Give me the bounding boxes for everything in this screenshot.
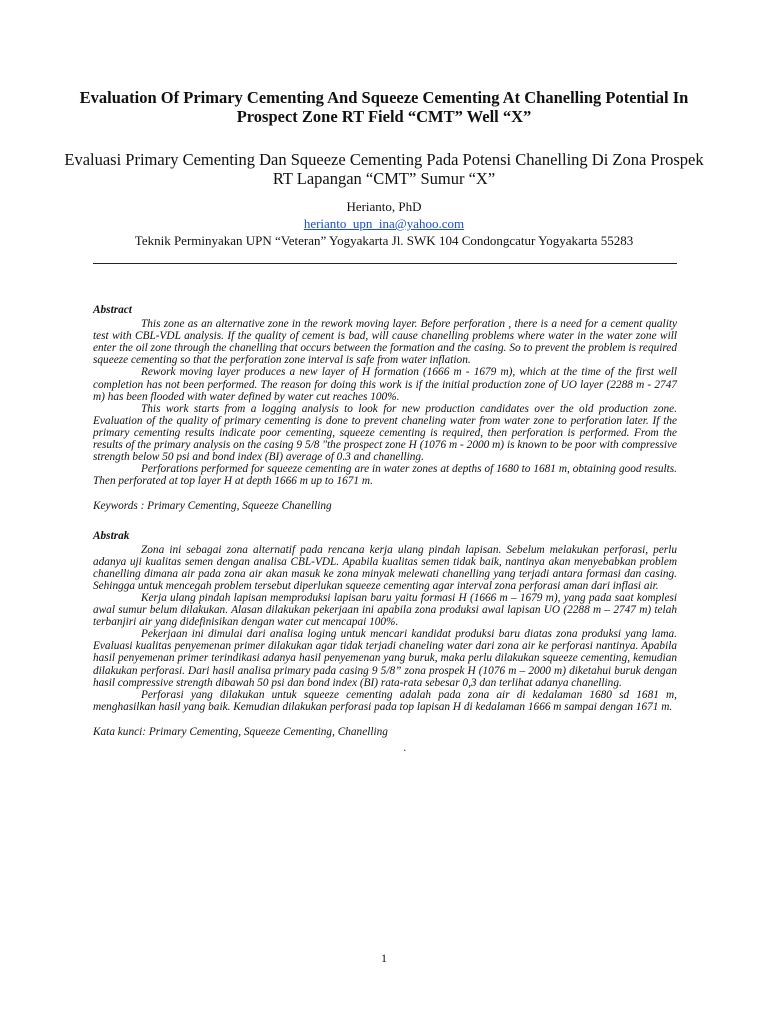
author-affiliation: Teknik Perminyakan UPN “Veteran” Yogyakarta Jl. SWK 104 Condongcatur Yogyakarta 55283 xyxy=(134,233,634,248)
abstract-paragraph: Perforations performed for squeeze cementing are in water zones at depths of 1680 to 1681 m, obtaining good results. Then perforated at top layer H at depth 1666 m up to 1671 m. xyxy=(93,463,677,488)
abstrak-paragraph: Perforasi yang dilakukan untuk squeeze cementing adalah pada zona air di kedalaman 1680 sd 1681 m, menghasilkan hasil yang baik. Kemudian dilakukan perforasi pada top lapisan H di kedalaman 1666 m sampai dengan 1671 m. xyxy=(93,688,677,713)
paper-title-indonesian: Evaluasi Primary Cementing Dan Squeeze Cementing Pada Potensi Chanelling Di Zona Prospek RT Lapangan “CMT” Sumur “X” xyxy=(64,150,704,188)
abstrak-paragraph: Pekerjaan ini dimulai dari analisa loging untuk mencari kandidat produksi baru diatas zona produksi yang lama. Evaluasi kualitas penyemenan primer dilakukan agar tidak terjadi chaneling water dari zona air ke perforasi nantinya. Apabila hasil penyemenan primer terindikasi adanya hasil penyemenan yang buruk, maka perlu dilakukan squeeze cementing, kemudian dilakukan perforasi. Dari hasil analisa primary pada casing 9 5/8” zona prospek H (1076 m – 2000 m) diketahui buruk dengan hasil compressive strength dibawah 50 psi dan bond index (BI) rata-rata sebesar 0,3 dan terlihat adanya chanelling. xyxy=(93,628,677,689)
page-number: 1 xyxy=(381,951,387,965)
trailing-mark: . xyxy=(403,742,407,754)
abstract-heading: Abstract xyxy=(93,304,132,316)
abstract-paragraph: This zone as an alternative zone in the rework moving layer. Before perforation , there is a need for a cement quality test with CBL-VDL analysis. If the quality of cement is bad, will cause chanelling problems where water in the water zone will enter the oil zone through the chanelling that occurs between the formation and the casing. So to prevent the problem is required squeeze cementing so that the perforation zone interval is safe from water inflation. xyxy=(93,318,677,367)
header-divider xyxy=(93,263,677,264)
abstrak-paragraph: Zona ini sebagai zona alternatif pada rencana kerja ulang pindah lapisan. Sebelum melakukan perforasi, perlu adanya uji kualitas semen dengan analisa CBL-VDL. Apabila kualitas semen tidak baik, nantinya akan menyebabkan problem chanelling dimana air pada zona air akan masuk ke zona minyak melewati chanelling yang terjadi antara formasi dan casing. Sehingga untuk mencegah problem tersebut diperlukan squeeze cementing agar interval zona perforasi aman dari inflasi air. xyxy=(93,543,677,592)
author-block xyxy=(60,198,708,249)
abstract-body xyxy=(93,304,677,754)
abstract-paragraph: Rework moving layer produces a new layer of H formation (1666 m - 1679 m), which at the time of the first well completion has not been performed. The reason for doing this work is if the initial production zone of UO layer (2288 m - 2747 m) has been flooded with water defined by water cut reaches 100%. xyxy=(93,366,677,403)
paper-title-english: Evaluation Of Primary Cementing And Squeeze Cementing At Chanelling Potential In Prospect Zone RT Field “CMT” Well “X” xyxy=(79,88,689,126)
abstrak-heading: Abstrak xyxy=(93,529,130,542)
abstract-paragraph: This work starts from a logging analysis to look for new production candidates over the old production zone. Evaluation of the quality of primary cementing is done to prevent chaneling water from water zone to perforation later. If the primary cementing results indicate poor cementing, squeeze cementing is required, then perforation is performed. From the results of the primary analysis on the casing 9 5/8 "the prospect zone H (1076 m - 2000 m) is known to be poor with compressive strength below 50 psi and bond index (BI) average of 0.3 and chanelling. xyxy=(93,402,677,464)
author-email-link[interactable]: herianto_upn_ina@yahoo.com xyxy=(303,216,465,231)
author-name: Herianto, PhD xyxy=(346,199,422,214)
abstrak-paragraph: Kerja ulang pindah lapisan memproduksi lapisan baru yaitu formasi H (1666 m – 1679 m), yang pada saat komplesi awal sumur belum dilakukan. Alasan dilakukan pekerjaan ini apabila zona produksi awal lapisan UO (2288 m – 2747 m) telah terbanjiri air yang didefinisikan dengan water cut mencapai 100%. xyxy=(93,591,677,629)
abstrak-keywords: Kata kunci: Primary Cementing, Squeeze Cementing, Chanelling xyxy=(93,725,388,738)
abstract-keywords: Keywords : Primary Cementing, Squeeze Chanelling xyxy=(93,500,332,513)
